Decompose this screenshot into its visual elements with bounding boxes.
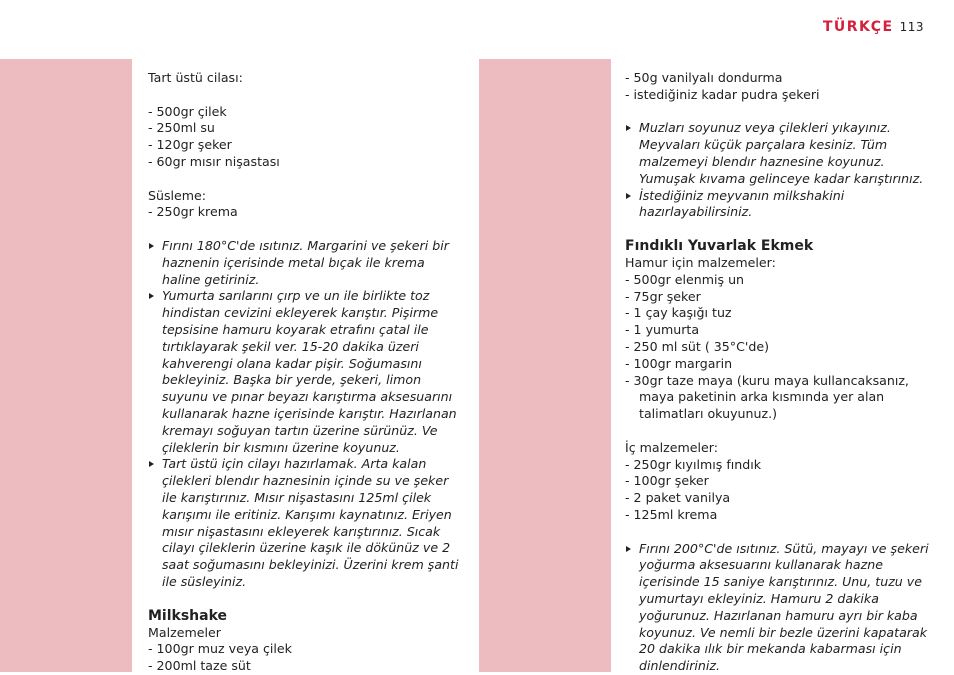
instruction-step: Fırını 180°C'de ısıtınız. Margarini ve şekeri bir haznenin içerisinde metal bıçak ile krema haline getiriniz. <box>148 238 460 288</box>
list-item: - 120gr şeker <box>148 137 232 153</box>
list-item: - 100gr margarin <box>625 355 733 371</box>
list-item: - 1 yumurta <box>625 322 700 338</box>
list-item: - 75gr şeker <box>625 288 701 304</box>
instruction-step: Tart üstü için cilayı hazırlamak. Arta kalan çilekleri blendır haznesinin içinde su ve şeker ile karıştırınız. Mısır nişastasını 125ml çilek karışımı ile eritiniz. Karışımı kaynatınız. Eriyen mısır nişastasını ekleyerek karıştırınız. Sıcak cilayı çileklerin üzerine kaşık ile dökünüz ve 2 saat soğumasını bekleyinizi. Üzerini krem şanti ile süsleyiniz. <box>148 456 460 590</box>
instruction-step: Yumurta sarılarını çırp ve un ile birlikte toz hindistan cevizini ekleyerek karıştır. Pişirme tepsisine hamuru koyarak etrafını çatal ile tırtıklayarak şekil ver. 15-20 dakika üzeri kahverengi olana kadar pişir. Soğumasını bekleyiniz. Başka bir yerde, şekeri, limon suyunu ve pınar beyazı karıştırma aksesuarını kullanarak hazne içerisinde karıştır. Hazırlanan kremayı soğuyan tartın üzerine sürünüz. Ve çileklerin bir kısmını üzerine koyunuz. <box>148 288 460 456</box>
list-item: - 250 ml süt ( 35°C'de) <box>625 338 769 354</box>
list-item: - 1 çay kaşığı tuz <box>625 305 732 321</box>
dough-ingredients-title: Hamur için malzemeler: <box>625 254 776 270</box>
list-item: - 50g vanilyalı dondurma <box>625 70 783 85</box>
list-item: - 500gr çilek <box>148 103 227 119</box>
language-label: TÜRKÇE <box>822 19 894 35</box>
list-item: - 200ml taze süt <box>148 658 251 674</box>
page-header <box>823 19 924 36</box>
left-pink-band <box>0 59 132 672</box>
list-item: - 250gr krema <box>148 204 238 220</box>
bread-heading: Fındıklı Yuvarlak Ekmek <box>625 237 814 254</box>
milkshake-heading: Milkshake <box>148 607 228 624</box>
instruction-step: Muzları soyunuz veya çilekleri yıkayınız. Meyvaları küçük parçalara kesiniz. Tüm malzemeyi blendır haznesine koyunuz. Yumuşak kıvama gelinceye kadar karıştırınız. <box>625 120 930 187</box>
left-column <box>148 70 460 675</box>
list-item: - istediğiniz kadar pudra şekeri <box>625 86 820 102</box>
right-column <box>625 70 930 675</box>
list-item: - 125ml krema <box>625 506 718 522</box>
instruction-step: Fırını 200°C'de ısıtınız. Sütü, mayayı ve şekeri yoğurma aksesuarını kullanarak hazne içerisinde 15 saniye karıştırınız. Unu, tuzu ve yumurtayı ekleyiniz. Hamuru 2 dakika yoğurunuz. Hazırlanan hamuru ayrı bir kaba koyunuz. Ve nemli bir bezle üzerini kapatarak 20 dakika ılık bir mekanda kabarması için dinlendiriniz. <box>625 541 930 675</box>
milkshake-ingredients-title: Malzemeler <box>148 624 221 640</box>
filling-ingredients-title: İç malzemeler: <box>625 439 718 455</box>
page-number: 113 <box>899 20 924 34</box>
list-item: - 250ml su <box>148 120 215 136</box>
list-item: - 30gr taze maya (kuru maya kullancaksanız, maya paketinin arka kısmında yer alan talimatları okuyunuz.) <box>625 372 909 422</box>
list-item: - 60gr mısır nişastası <box>148 153 280 169</box>
list-item: - 100gr şeker <box>625 473 709 489</box>
tart-topping-title: Tart üstü cilası: <box>148 70 243 85</box>
list-item: - 250gr kıyılmış fındık <box>625 456 762 472</box>
decoration-title: Süsleme: <box>148 187 207 203</box>
list-item: - 2 paket vanilya <box>625 490 731 506</box>
list-item: - 500gr elenmiş un <box>625 271 745 287</box>
list-item: - 100gr muz veya çilek <box>148 641 292 657</box>
middle-pink-band <box>479 59 611 672</box>
instruction-step: İstediğiniz meyvanın milkshakini hazırlayabilirsiniz. <box>625 188 930 222</box>
